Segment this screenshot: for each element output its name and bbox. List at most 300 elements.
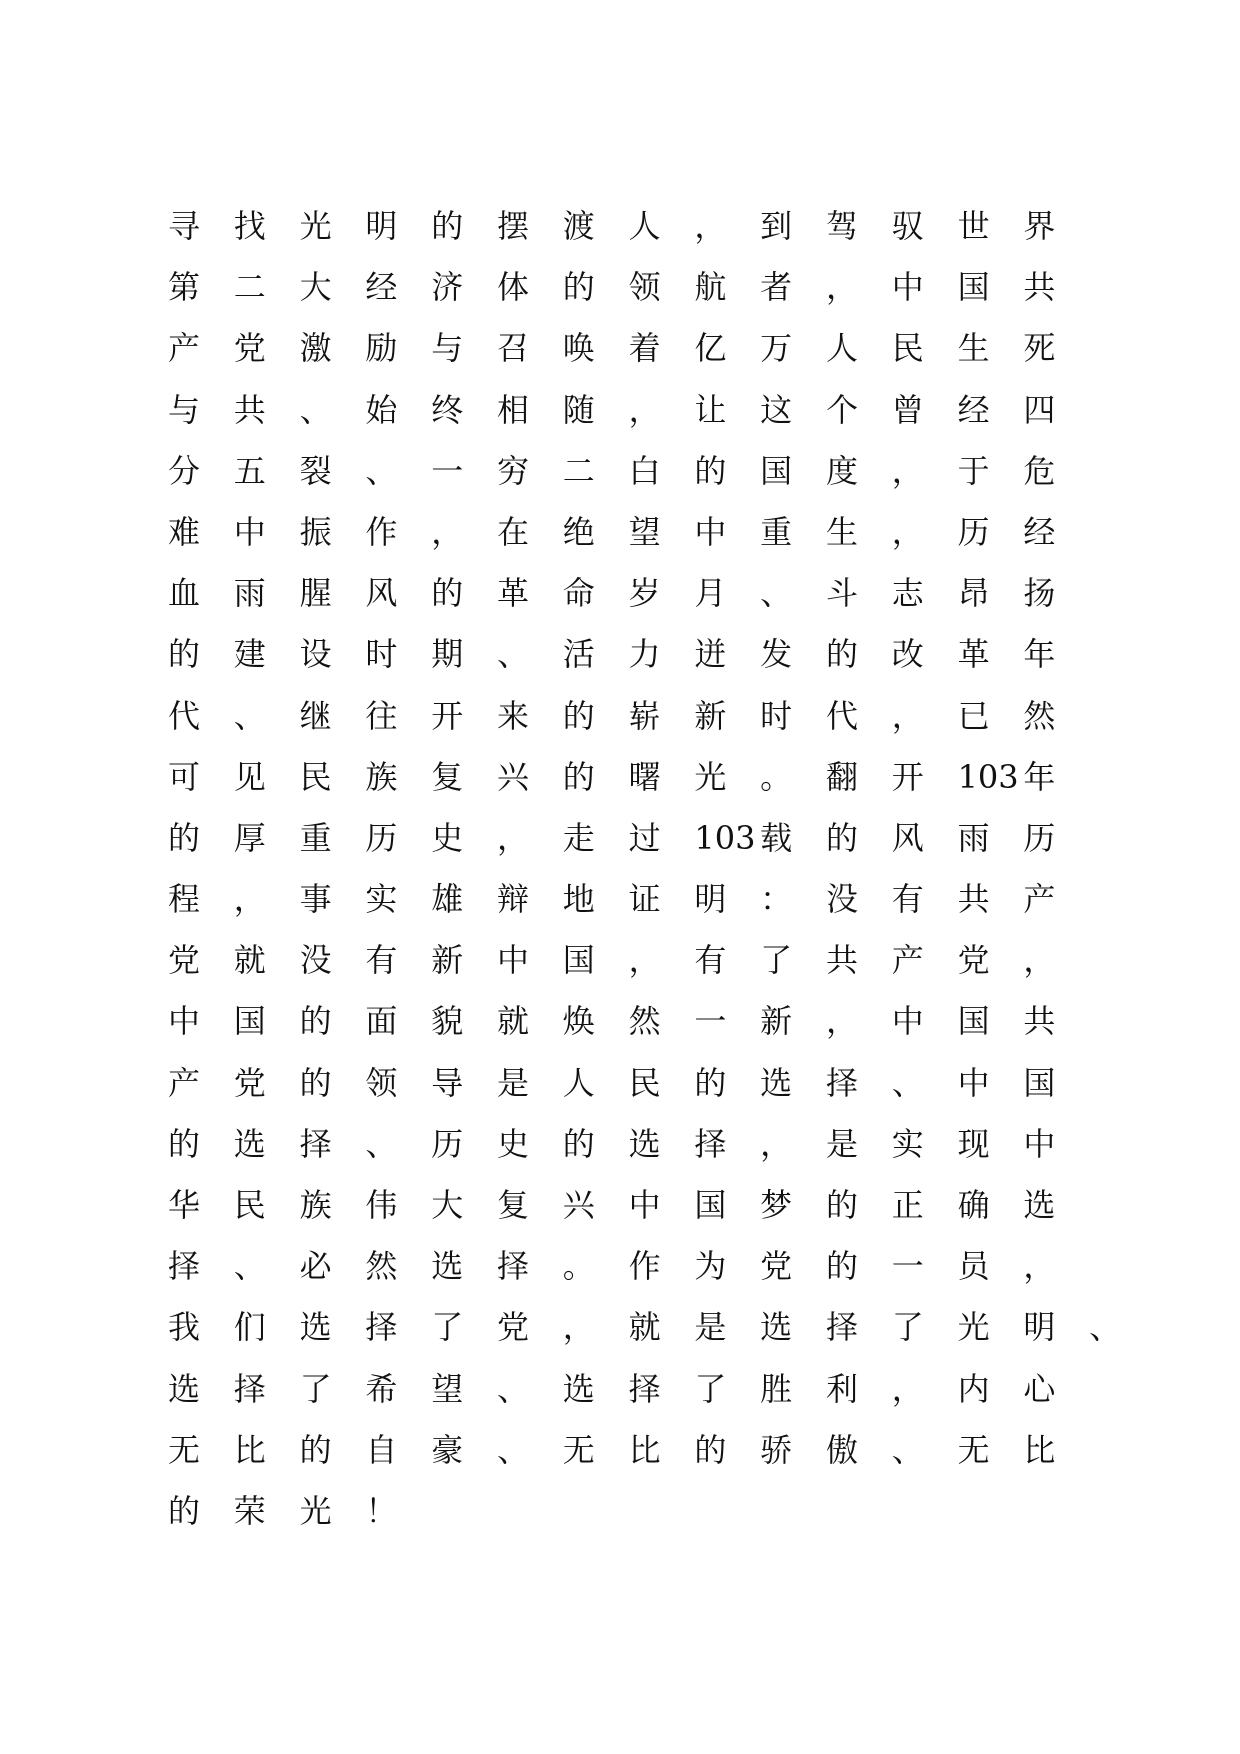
text-character: 选: [1023, 1186, 1056, 1224]
text-character: 无: [562, 1430, 595, 1469]
text-character: 择: [365, 1308, 398, 1347]
text-character: 地: [562, 880, 595, 919]
text-character: 振: [299, 512, 332, 551]
text-character: 没: [825, 880, 858, 919]
text-character: 发: [760, 635, 793, 674]
text-character: 的: [168, 818, 201, 857]
text-character: 貌: [431, 1002, 464, 1041]
text-character: 历: [1023, 818, 1056, 857]
text-character: 继: [299, 696, 332, 735]
text-character: 、: [496, 1430, 529, 1469]
text-character: 共: [233, 390, 266, 429]
text-character: 党: [957, 941, 990, 980]
text-character: 这: [760, 390, 793, 429]
text-character: 无: [957, 1430, 990, 1469]
text-character: 翻: [825, 757, 858, 796]
text-character: ，: [891, 451, 924, 490]
text-character: 心: [1023, 1369, 1056, 1408]
text-character: 个: [825, 390, 858, 429]
text-character: 时: [365, 635, 398, 674]
text-character: 死: [1023, 329, 1056, 368]
text-character: 国: [957, 268, 990, 307]
text-character: 绝: [562, 512, 595, 551]
text-character: 在: [496, 512, 529, 551]
text-character: 国: [233, 1002, 266, 1041]
text-character: 、: [233, 696, 266, 735]
text-character: 党: [168, 941, 201, 980]
text-character: 代: [825, 696, 858, 735]
text-character: 新: [760, 1002, 793, 1041]
text-character: 的: [825, 635, 858, 674]
text-character: 共: [825, 941, 858, 980]
text-character: 择: [496, 1247, 529, 1286]
text-character: 领: [365, 1063, 398, 1102]
text-character: 时: [760, 696, 793, 735]
text-character: 梦: [760, 1186, 793, 1224]
text-character: 崭: [628, 696, 661, 735]
text-character: 复: [431, 757, 464, 796]
text-character: 腥: [299, 574, 332, 613]
text-character: 到: [760, 207, 793, 245]
text-character: 了: [760, 941, 793, 980]
text-character: 让: [694, 390, 727, 429]
text-character: 雨: [957, 818, 990, 857]
text-character: 中: [168, 1002, 201, 1041]
text-character: 必: [299, 1247, 332, 1286]
text-character: 有: [891, 880, 924, 919]
text-character: ，: [825, 268, 858, 307]
text-line: [168, 940, 1228, 1001]
text-character: 择: [233, 1369, 266, 1408]
text-character: 命: [562, 574, 595, 613]
text-character: 历: [957, 512, 990, 551]
text-character: 亿: [694, 329, 727, 368]
text-character: 员: [957, 1247, 990, 1286]
text-character: ，: [760, 1124, 793, 1163]
text-character: 革: [496, 574, 529, 613]
text-character: 一: [431, 451, 464, 490]
text-line: [168, 512, 1228, 573]
text-line: [168, 451, 1228, 512]
text-character: 择: [168, 1247, 201, 1286]
text-character: ，: [1023, 941, 1056, 980]
text-character: 、: [760, 574, 793, 613]
text-character: 月: [694, 574, 727, 613]
text-character: 风: [365, 574, 398, 613]
text-character: 找: [233, 207, 266, 245]
text-character: 年: [1023, 635, 1056, 674]
text-character: 见: [233, 757, 266, 796]
text-character: 内: [957, 1369, 990, 1408]
text-character: 选: [168, 1369, 201, 1408]
text-character: 光: [299, 207, 332, 245]
text-line: [168, 879, 1228, 940]
text-character: 一: [891, 1247, 924, 1286]
text-character: 作: [628, 1247, 661, 1286]
text-character: 是: [694, 1308, 727, 1347]
text-character: 岁: [628, 574, 661, 613]
text-line: [168, 1001, 1228, 1062]
text-character: 骄: [760, 1430, 793, 1469]
text-character: 事: [299, 880, 332, 919]
text-line: [168, 328, 1228, 389]
text-character: 扬: [1023, 574, 1056, 613]
text-character: 我: [168, 1308, 201, 1347]
text-character: 的: [825, 1186, 858, 1224]
text-character: 渡: [562, 207, 595, 245]
text-line: [168, 818, 1228, 879]
text-character: 的: [825, 1247, 858, 1286]
text-line: [168, 1491, 1228, 1552]
text-character: 厚: [233, 818, 266, 857]
text-character: 民: [628, 1063, 661, 1102]
text-line: [168, 634, 1228, 695]
text-character: 的: [299, 1063, 332, 1102]
text-character: 、: [891, 1063, 924, 1102]
text-character: 确: [957, 1186, 990, 1224]
text-character: 唤: [562, 329, 595, 368]
text-character: 力: [628, 635, 661, 674]
text-character: 选: [760, 1063, 793, 1102]
text-character: 励: [365, 329, 398, 368]
text-character: 昂: [957, 574, 990, 613]
text-character: 召: [496, 329, 529, 368]
text-character: 比: [1023, 1430, 1056, 1469]
text-line: [168, 757, 1228, 818]
text-character: 明: [1023, 1308, 1056, 1347]
text-character: 了: [891, 1308, 924, 1347]
text-character: 望: [628, 512, 661, 551]
text-line: [168, 573, 1228, 634]
text-character: 的: [431, 574, 464, 613]
text-line: [168, 1246, 1228, 1307]
text-character: 中: [694, 512, 727, 551]
text-character: 、: [496, 1369, 529, 1408]
text-character: 就: [628, 1308, 661, 1347]
text-character: 光: [957, 1308, 990, 1347]
text-character: 民: [891, 329, 924, 368]
text-character: 大: [299, 268, 332, 307]
text-character: 重: [760, 512, 793, 551]
text-character: 比: [233, 1430, 266, 1469]
text-character: 实: [365, 880, 398, 919]
text-line: [168, 267, 1228, 328]
text-character: 产: [168, 329, 201, 368]
text-character: 人: [628, 207, 661, 245]
text-character: ，: [233, 880, 266, 919]
text-character: 代: [168, 696, 201, 735]
text-character: ，: [891, 696, 924, 735]
text-character: 中: [233, 512, 266, 551]
text-character: 、: [1089, 1308, 1122, 1347]
text-character: 面: [365, 1002, 398, 1041]
text-character: 开: [431, 696, 464, 735]
text-character: 共: [1023, 268, 1056, 307]
text-character: 风: [891, 818, 924, 857]
text-character: 焕: [562, 1002, 595, 1041]
text-character: 、: [891, 1430, 924, 1469]
text-character: 的: [562, 696, 595, 735]
text-character: 们: [233, 1308, 266, 1347]
text-character: 民: [299, 757, 332, 796]
text-character: 的: [825, 818, 858, 857]
text-character: 的: [168, 635, 201, 674]
text-character: 没: [299, 941, 332, 980]
text-character: 曙: [628, 757, 661, 796]
text-character: 四: [1023, 390, 1056, 429]
text-character: 的: [168, 1124, 201, 1163]
text-character: 白: [628, 451, 661, 490]
text-character: 共: [1023, 1002, 1056, 1041]
text-character: 103: [694, 818, 756, 857]
text-character: 者: [760, 268, 793, 307]
text-character: 中: [628, 1186, 661, 1224]
text-character: 伟: [365, 1186, 398, 1224]
text-character: 党: [233, 1063, 266, 1102]
text-character: 是: [496, 1063, 529, 1102]
text-character: 生: [825, 512, 858, 551]
text-character: 中: [891, 1002, 924, 1041]
text-character: 然: [1023, 696, 1056, 735]
text-character: 航: [694, 268, 727, 307]
text-character: 择: [694, 1124, 727, 1163]
text-character: 103: [957, 757, 1019, 796]
text-character: 期: [431, 635, 464, 674]
text-character: 革: [957, 635, 990, 674]
text-character: 党: [496, 1308, 529, 1347]
text-character: 经: [1023, 512, 1056, 551]
text-character: 世: [957, 207, 990, 245]
text-character: 程: [168, 880, 201, 919]
text-character: 随: [562, 390, 595, 429]
text-line: [168, 390, 1228, 451]
text-character: ，: [628, 390, 661, 429]
text-character: 分: [168, 451, 201, 490]
text-character: 光: [299, 1491, 332, 1530]
text-line: [168, 206, 1228, 267]
text-character: 然: [628, 1002, 661, 1041]
text-character: 领: [628, 268, 661, 307]
text-character: ，: [496, 818, 529, 857]
text-character: 往: [365, 696, 398, 735]
text-character: 载: [760, 818, 793, 857]
text-character: 希: [365, 1369, 398, 1408]
text-character: 选: [562, 1369, 595, 1408]
text-character: 。: [760, 757, 793, 796]
text-character: 体: [496, 268, 529, 307]
text-character: 有: [694, 941, 727, 980]
text-character: 然: [365, 1247, 398, 1286]
text-character: 人: [562, 1063, 595, 1102]
text-character: 危: [1023, 451, 1056, 490]
text-character: 复: [496, 1186, 529, 1224]
text-character: 历: [431, 1124, 464, 1163]
text-character: 望: [431, 1369, 464, 1408]
text-character: 的: [694, 451, 727, 490]
text-character: 导: [431, 1063, 464, 1102]
text-character: 驾: [825, 207, 858, 245]
text-character: ，: [1023, 1247, 1056, 1286]
text-character: 中: [1023, 1124, 1056, 1163]
text-character: 、: [233, 1247, 266, 1286]
text-character: 择: [299, 1124, 332, 1163]
text-character: 选: [233, 1124, 266, 1163]
text-character: 了: [694, 1369, 727, 1408]
text-character: 族: [365, 757, 398, 796]
text-character: 豪: [431, 1430, 464, 1469]
text-character: 证: [628, 880, 661, 919]
text-character: 国: [760, 451, 793, 490]
text-character: 穷: [496, 451, 529, 490]
text-character: 择: [825, 1308, 858, 1347]
text-character: 度: [825, 451, 858, 490]
text-line: [168, 1307, 1228, 1368]
text-character: 辩: [496, 880, 529, 919]
text-character: 择: [825, 1063, 858, 1102]
text-character: 、: [365, 1124, 398, 1163]
text-character: 寻: [168, 207, 201, 245]
text-character: 的: [562, 268, 595, 307]
text-character: 经: [957, 390, 990, 429]
text-character: 族: [299, 1186, 332, 1224]
text-character: 中: [496, 941, 529, 980]
text-character: 第: [168, 268, 201, 307]
text-character: 终: [431, 390, 464, 429]
text-character: 的: [431, 207, 464, 245]
text-character: 华: [168, 1186, 201, 1224]
text-character: 、: [496, 635, 529, 674]
text-character: 来: [496, 696, 529, 735]
text-character: 着: [628, 329, 661, 368]
text-character: 建: [233, 635, 266, 674]
text-character: 二: [562, 451, 595, 490]
text-character: ，: [891, 1369, 924, 1408]
text-character: ，: [562, 1308, 595, 1347]
text-character: 就: [496, 1002, 529, 1041]
text-character: 的: [168, 1491, 201, 1530]
text-character: 比: [628, 1430, 661, 1469]
text-character: 五: [233, 451, 266, 490]
text-character: 国: [694, 1186, 727, 1224]
text-character: 大: [431, 1186, 464, 1224]
text-line: [168, 1063, 1228, 1124]
text-character: 就: [233, 941, 266, 980]
text-character: 党: [760, 1247, 793, 1286]
text-character: 历: [365, 818, 398, 857]
text-character: 正: [891, 1186, 924, 1224]
text-character: 难: [168, 512, 201, 551]
text-character: 了: [299, 1369, 332, 1408]
text-character: 年: [1023, 757, 1056, 796]
text-character: 中: [891, 268, 924, 307]
text-character: 荣: [233, 1491, 266, 1530]
text-character: 开: [891, 757, 924, 796]
text-character: 现: [957, 1124, 990, 1163]
text-character: 走: [562, 818, 595, 857]
text-character: 血: [168, 574, 201, 613]
text-character: 胜: [760, 1369, 793, 1408]
text-character: 为: [694, 1247, 727, 1286]
text-character: 始: [365, 390, 398, 429]
text-character: 共: [957, 880, 990, 919]
text-character: 与: [168, 390, 201, 429]
text-character: 的: [562, 757, 595, 796]
text-line: [168, 1369, 1228, 1430]
text-character: 的: [694, 1063, 727, 1102]
text-character: 雨: [233, 574, 266, 613]
text-character: 无: [168, 1430, 201, 1469]
text-character: 过: [628, 818, 661, 857]
text-character: 相: [496, 390, 529, 429]
text-character: 民: [233, 1186, 266, 1224]
document-body-text: [168, 206, 1228, 1552]
text-character: 的: [694, 1430, 727, 1469]
text-character: 作: [365, 512, 398, 551]
text-character: 是: [825, 1124, 858, 1163]
text-character: 人: [825, 329, 858, 368]
text-character: 驭: [891, 207, 924, 245]
text-character: 的: [299, 1430, 332, 1469]
text-character: 新: [431, 941, 464, 980]
text-character: 自: [365, 1430, 398, 1469]
text-character: 摆: [496, 207, 529, 245]
text-character: 已: [957, 696, 990, 735]
text-character: 重: [299, 818, 332, 857]
text-character: 选: [760, 1308, 793, 1347]
text-character: 兴: [496, 757, 529, 796]
text-character: 明: [365, 207, 398, 245]
text-character: ！: [365, 1491, 398, 1530]
text-character: 设: [299, 635, 332, 674]
text-line: [168, 1430, 1228, 1491]
text-character: 明: [694, 880, 727, 919]
text-character: 于: [957, 451, 990, 490]
text-character: 兴: [562, 1186, 595, 1224]
text-character: 择: [628, 1369, 661, 1408]
text-character: 史: [496, 1124, 529, 1163]
text-character: 史: [431, 818, 464, 857]
text-character: 傲: [825, 1430, 858, 1469]
text-character: 经: [365, 268, 398, 307]
text-character: 产: [891, 941, 924, 980]
text-character: 新: [694, 696, 727, 735]
text-character: 斗: [825, 574, 858, 613]
text-character: 产: [1023, 880, 1056, 919]
text-character: ，: [431, 512, 464, 551]
text-character: 国: [957, 1002, 990, 1041]
text-character: 激: [299, 329, 332, 368]
text-character: 改: [891, 635, 924, 674]
text-line: [168, 1124, 1228, 1185]
text-character: ，: [694, 207, 727, 245]
text-character: ，: [628, 941, 661, 980]
text-character: 的: [562, 1124, 595, 1163]
text-character: 光: [694, 757, 727, 796]
text-character: 国: [562, 941, 595, 980]
text-character: 二: [233, 268, 266, 307]
text-character: 了: [431, 1308, 464, 1347]
text-character: 可: [168, 757, 201, 796]
text-character: 的: [299, 1002, 332, 1041]
text-line: [168, 696, 1228, 757]
text-character: 与: [431, 329, 464, 368]
text-character: 选: [299, 1308, 332, 1347]
text-character: 实: [891, 1124, 924, 1163]
text-character: 迸: [694, 635, 727, 674]
text-character: ，: [891, 512, 924, 551]
text-line: [168, 1185, 1228, 1246]
text-character: 、: [365, 451, 398, 490]
